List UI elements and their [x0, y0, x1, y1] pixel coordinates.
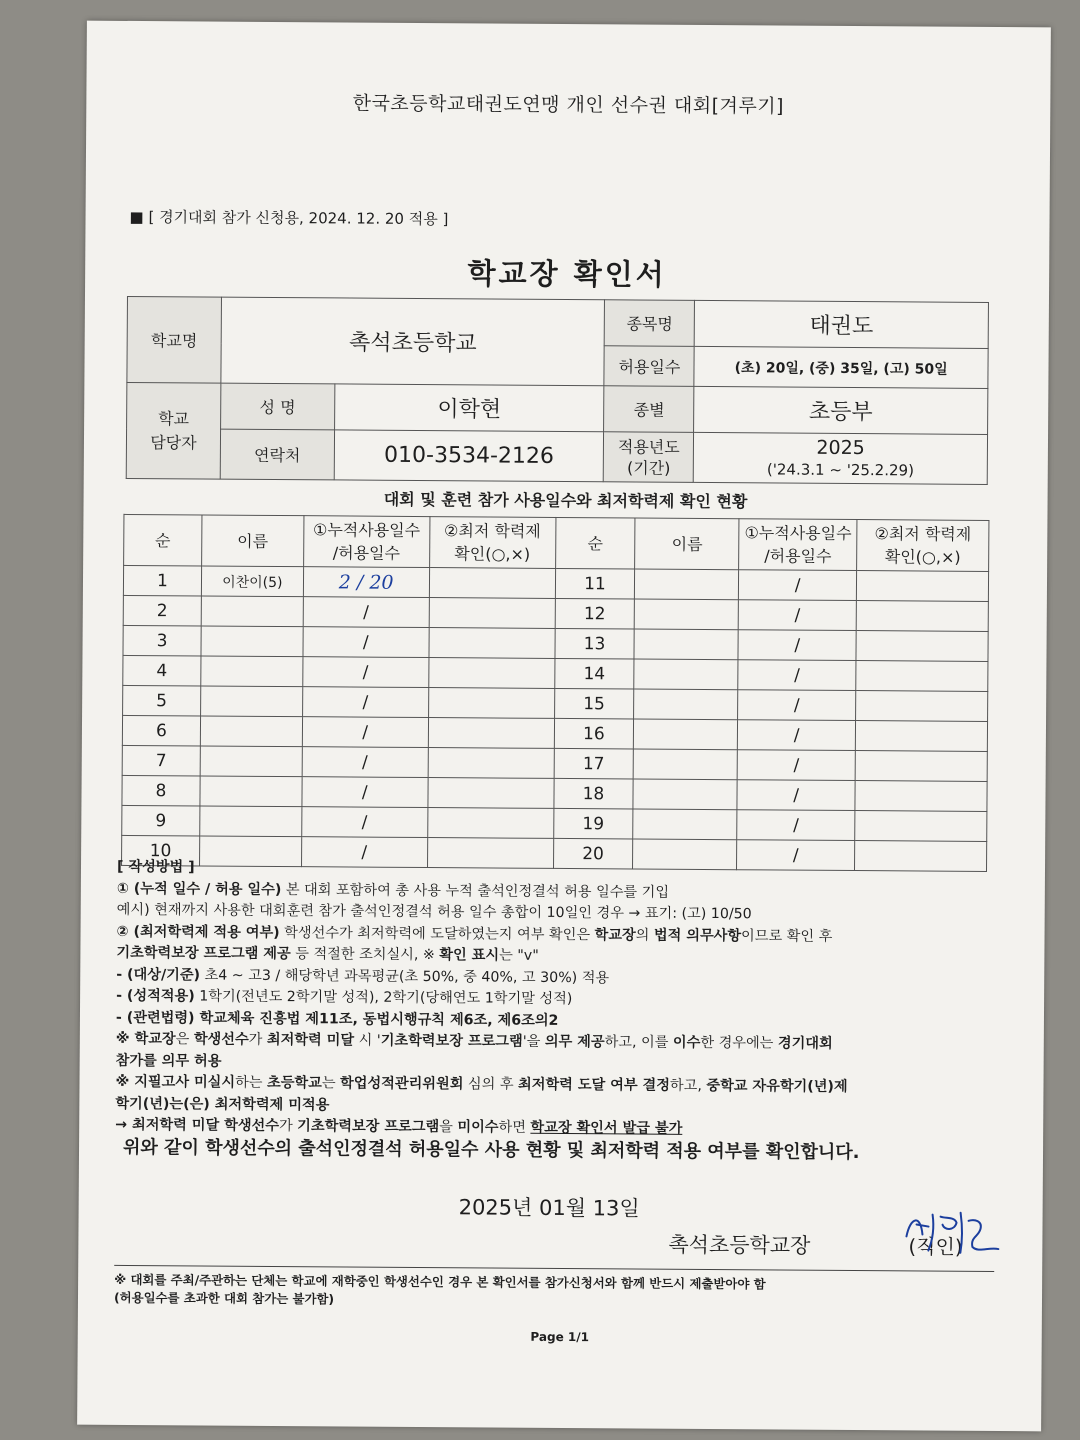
col-check-line1: ②최저 학력제: [874, 524, 972, 544]
name-cell: [634, 629, 738, 660]
year-label-line2: (기간): [626, 457, 671, 478]
text: 하면: [498, 1119, 531, 1136]
text: 등 적절한 조치실시, ※: [290, 946, 440, 964]
days-cell: /: [737, 750, 855, 781]
event-label: 종목명: [605, 300, 695, 347]
days-used-handwritten: 2 / 20: [303, 567, 429, 598]
text-bold: 기초학력보장 프로그램: [297, 1118, 440, 1136]
col-check-line1: ②최저 학력제: [443, 521, 541, 541]
text: 하고, 이를: [604, 1034, 674, 1051]
manager-label: 학교 담당자: [126, 382, 221, 479]
text-bold: 최저학력제 미적용: [214, 1096, 330, 1113]
school-label: 학교명: [127, 296, 222, 383]
days-cell: /: [301, 837, 427, 868]
check-cell: [428, 688, 554, 719]
text-bold: 확인 표시: [439, 947, 500, 964]
official-seal-label: (직인): [908, 1234, 963, 1259]
check-cell: [856, 691, 988, 722]
text: 학생선수가 최저학력에 도달하였는지 여부 확인은: [279, 924, 595, 943]
check-cell: [856, 571, 988, 602]
name-cell: [201, 656, 303, 687]
text: 1학기(전년도 2학기말 성적), 2학기(당해연도 1학기말 성적): [194, 988, 573, 1008]
text-bold: 학기(년)는(은): [115, 1095, 215, 1113]
text: 초4 ~ 고3 / 해당학년 과목평균(초 50%, 중 40%, 고 30%) 적용: [200, 966, 610, 986]
row-no: 9: [122, 805, 200, 836]
name-cell: [200, 746, 302, 777]
days-cell: /: [738, 720, 856, 751]
row-no: 6: [122, 715, 200, 746]
section-title: 대회 및 훈련 참가 사용일수와 최저학력제 확인 현황: [383, 489, 748, 512]
footnote: [114, 1271, 766, 1312]
check-cell: [429, 628, 555, 659]
year-label: [604, 432, 694, 483]
days-cell: /: [302, 807, 428, 838]
check-cell: [428, 778, 554, 809]
footnote-line: ※ 대회를 주최/주관하는 단체는 학교에 재학중인 학생선수인 경우 본 확인서를 참가신청서와 함께 반드시 제출받아야 함: [114, 1271, 766, 1292]
text-bold: 이수: [672, 1034, 701, 1051]
days-cell: /: [738, 600, 856, 631]
text-bold: → 최저학력 미달 학생선수: [115, 1116, 280, 1135]
days-cell: /: [737, 840, 855, 871]
name-cell: [200, 686, 302, 717]
text: 이므로 확인 후: [741, 927, 833, 945]
col-no-right: 순: [555, 517, 635, 569]
row-no: 13: [554, 628, 634, 659]
row-no: 20: [553, 838, 633, 869]
row-no: 5: [123, 685, 201, 716]
check-cell: [427, 808, 553, 839]
text-bold: 학업성적관리위원회: [340, 1075, 464, 1093]
days-cell: /: [302, 747, 428, 778]
col-name-right: 이름: [635, 518, 739, 570]
text-bold: 학교장 확인서 발급 불가: [530, 1119, 683, 1137]
text-bold: - (성적적용): [116, 987, 195, 1005]
days-cell: /: [303, 657, 429, 688]
allowed-days-label: 허용일수: [604, 346, 694, 387]
name-cell: [200, 716, 302, 747]
name-cell: [200, 806, 302, 837]
text-bold: 미이수: [457, 1119, 499, 1136]
signer-title: 촉석초등학교장: [668, 1232, 811, 1258]
col-check-line2: 확인(○,×): [884, 547, 961, 567]
school-value: 촉석초등학교: [221, 297, 605, 386]
col-no-left: 순: [124, 514, 202, 566]
text: 가: [278, 1118, 298, 1135]
text-bold: 기초학력보장 프로그램 제공: [116, 944, 291, 963]
text-bold: 의무 제공: [544, 1033, 605, 1051]
text-bold: ① (누적 일수 / 허용 일수): [116, 880, 282, 898]
student-name: 이찬이(5): [201, 566, 303, 597]
document-page: [77, 21, 1051, 1432]
name-cell: [201, 596, 303, 627]
text-bold: 법적 의무사항: [653, 927, 742, 944]
check-cell: [428, 718, 554, 749]
period-value: ('24.3.1 ~ '25.2.29): [766, 459, 915, 479]
col-days-right: [739, 519, 857, 571]
footnote-line: (허용일수를 초과한 대회 참가는 불가함): [113, 1289, 335, 1307]
days-cell: /: [737, 780, 855, 811]
year-value: 2025: [816, 436, 865, 459]
row-no: 1: [123, 565, 201, 596]
days-cell: /: [738, 660, 856, 691]
row-no: 18: [553, 778, 633, 809]
contact-value: 010-3534-2126: [334, 430, 604, 482]
name-cell: [634, 749, 738, 780]
name-cell: [634, 689, 738, 720]
year-cell: [694, 432, 988, 484]
name-cell: [634, 659, 738, 690]
text-bold: 참가를 의무 허용: [115, 1052, 222, 1070]
text: 하고,: [669, 1077, 707, 1095]
col-check-left: [429, 517, 555, 569]
days-cell: /: [738, 630, 856, 661]
name-cell: [635, 599, 739, 630]
instruction-line: 예시) 현재까지 사용한 대회훈련 참가 출석인정결석 허용 일수 총합이 10일인 경우 → 표기: (고) 10/50: [116, 901, 752, 923]
participation-table: [121, 514, 989, 872]
text: 본 대회 포함하여 총 사용 누적 출석인정결석 허용 일수를 기입: [281, 881, 670, 901]
division-value: 초등부: [694, 386, 988, 434]
days-cell: /: [302, 717, 428, 748]
check-cell: [856, 661, 988, 692]
row-no: 3: [123, 625, 201, 656]
text: 을: [439, 1119, 458, 1136]
check-cell: [428, 748, 554, 779]
text: 는 "v": [499, 947, 539, 964]
text-bold: ※ 학교장: [115, 1030, 176, 1048]
check-cell: [856, 601, 988, 632]
col-days-line2: /허용일수: [332, 543, 401, 563]
days-cell: /: [739, 570, 857, 601]
name-cell: [635, 569, 739, 600]
name-cell: [201, 626, 303, 657]
competition-header: 한국초등학교태권도연맹 개인 선수권 대회[겨루기]: [352, 92, 785, 118]
division-label: 종별: [604, 386, 694, 433]
text-bold: 학교장: [594, 926, 636, 944]
col-days-line2: /허용일수: [764, 546, 832, 566]
check-cell: [429, 568, 555, 599]
row-no: 2: [123, 595, 201, 626]
days-cell: /: [737, 810, 855, 841]
check-cell: [429, 598, 555, 629]
event-value: 태권도: [694, 300, 988, 348]
instructions: [115, 857, 1017, 1143]
page-number: Page 1/1: [530, 1329, 590, 1345]
issue-date: 2025년 01월 13일: [458, 1195, 640, 1221]
text-bold: - (대상/기준): [116, 966, 201, 983]
text-bold: 경기대회: [777, 1035, 833, 1052]
text-bold: 최저학력 미달: [266, 1031, 355, 1049]
text: 가: [248, 1031, 267, 1048]
row-no: 12: [555, 598, 635, 629]
text: 하는: [235, 1074, 268, 1091]
contact-label: 연락처: [220, 429, 334, 480]
check-cell: [856, 631, 988, 662]
text-bold: ※ 지필고사 미실시: [115, 1073, 236, 1091]
allowed-days-value: (초) 20일, (중) 35일, (고) 50일: [694, 346, 988, 388]
name-cell: [633, 779, 737, 810]
text: 심의 후: [463, 1076, 519, 1093]
text: 은: [175, 1031, 194, 1048]
row-no: 15: [554, 688, 634, 719]
check-cell: [428, 658, 554, 689]
row-no: 14: [554, 658, 634, 689]
name-cell: [634, 719, 738, 750]
name-cell: [633, 809, 737, 840]
row-no: 16: [554, 718, 634, 749]
text: '을: [522, 1033, 545, 1050]
table-header-row: [124, 514, 989, 571]
row-no: 11: [555, 568, 635, 599]
check-cell: [855, 751, 987, 782]
row-no: 7: [122, 745, 200, 776]
handwritten-signature: [898, 1206, 1008, 1267]
text: 의: [635, 927, 654, 944]
text-bold: 학교체육 진흥법 제11조, 동법시행규칙 제6조, 제6조의2: [194, 1009, 559, 1029]
days-used: 2: [338, 570, 351, 594]
text-bold: 초등학교: [266, 1074, 322, 1092]
days-cell: /: [302, 777, 428, 808]
days-cell: /: [303, 597, 429, 628]
row-no: 19: [553, 808, 633, 839]
days-cell: /: [302, 687, 428, 718]
row-no: 4: [123, 655, 201, 686]
confirmation-statement: 위와 같이 학생선수의 출석인정결석 허용일수 사용 현황 및 최저학력 적용 여부를 확인합니다.: [122, 1136, 860, 1164]
text-bold: 학생선수: [193, 1031, 249, 1048]
application-note: ■ [ 경기대회 참가 신청용, 2024. 12. 20 적용 ]: [129, 207, 449, 229]
name-label: 성 명: [221, 383, 335, 430]
check-cell: [855, 811, 987, 842]
document-title: 학교장 확인서: [467, 256, 667, 292]
check-cell: [855, 781, 987, 812]
row-no: 8: [122, 775, 200, 806]
text: 는: [321, 1075, 341, 1092]
days-cell: /: [303, 627, 429, 658]
name-cell: [200, 776, 302, 807]
school-info-table: [126, 296, 989, 485]
text: 시 ': [354, 1032, 381, 1049]
days-allowed: 20: [369, 571, 394, 594]
text-bold: 최저학력 도달 여부 결정: [518, 1076, 671, 1094]
text: 한 경우에는: [700, 1034, 778, 1052]
text-bold: 중학교 자유학기(년)제: [706, 1078, 848, 1095]
col-check-right: [857, 520, 989, 572]
check-cell: [855, 721, 987, 752]
text-bold: 기초학력보장 프로그램: [380, 1032, 523, 1050]
days-cell: /: [738, 690, 856, 721]
text-bold: - (관련법령): [115, 1009, 195, 1026]
instructions-heading-text: [ 작성방법 ]: [116, 858, 195, 876]
row-no: 17: [554, 748, 634, 779]
year-label-line1: 적용년도: [617, 436, 680, 457]
col-days-left: [303, 516, 429, 568]
col-name-left: 이름: [202, 515, 304, 567]
row-no: 10: [122, 835, 200, 866]
col-check-line2: 확인(○,×): [454, 544, 531, 564]
col-days-line1: ①누적사용일수: [312, 520, 421, 540]
col-days-line1: ①누적사용일수: [744, 523, 852, 544]
manager-name-value: 이학현: [334, 384, 604, 432]
text-bold: ② (최저학력제 적용 여부): [116, 923, 280, 941]
